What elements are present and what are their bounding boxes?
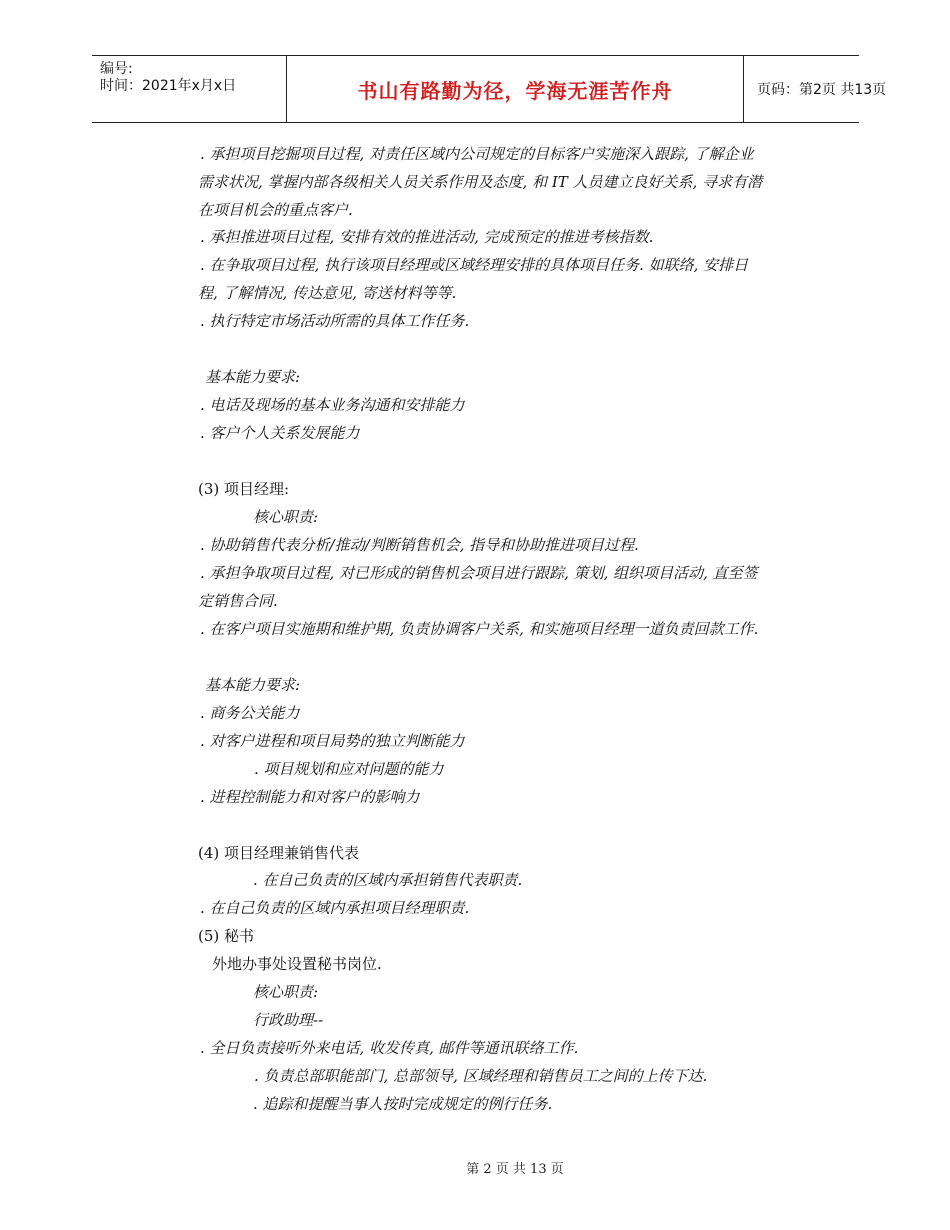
paragraph-line: . 全日负责接听外来电话, 收发传真, 邮件等通讯联络工作. bbox=[200, 1039, 579, 1057]
section-heading: 核心职责: bbox=[253, 508, 319, 526]
paragraph-line: 定销售合同. bbox=[198, 592, 278, 610]
section-title: (4) 项目经理兼销售代表 bbox=[198, 844, 360, 862]
section-title: (3) 项目经理: bbox=[198, 480, 290, 498]
paragraph-line: . 追踪和提醒当事人按时完成规定的例行任务. bbox=[253, 1095, 553, 1113]
paragraph-line: . 协助销售代表分析/推动/判断销售机会, 指导和协助推进项目过程. bbox=[200, 536, 639, 554]
paragraph-line: 外地办事处设置秘书岗位. bbox=[212, 955, 382, 973]
list-item: . 电话及现场的基本业务沟通和安排能力 bbox=[200, 396, 465, 414]
header-motto: 书山有路勤为径，学海无涯苦作舟 bbox=[357, 78, 673, 103]
paragraph-line: . 负责总部职能部门, 总部领导, 区域经理和销售员工之间的上传下达. bbox=[254, 1067, 708, 1085]
paragraph-line: . 执行特定市场活动所需的具体工作任务. bbox=[200, 312, 470, 330]
section-heading: 核心职责: bbox=[253, 983, 319, 1001]
paragraph-line: . 在客户项目实施期和维护期, 负责协调客户关系, 和实施项目经理一道负责回款工作. bbox=[200, 620, 759, 638]
section-heading: 基本能力要求: bbox=[205, 368, 301, 386]
list-item: . 项目规划和应对问题的能力 bbox=[254, 760, 444, 778]
section-heading: 基本能力要求: bbox=[205, 676, 301, 694]
paragraph-line: . 在自己负责的区域内承担销售代表职责. bbox=[253, 871, 523, 889]
paragraph-line: 需求状况, 掌握内部各级相关人员关系作用及态度, 和 IT 人员建立良好关系, 寻求有潜 bbox=[198, 173, 763, 191]
list-item: . 对客户进程和项目局势的独立判断能力 bbox=[200, 732, 465, 750]
section-title: (5) 秘书 bbox=[198, 927, 255, 945]
list-item: . 客户个人关系发展能力 bbox=[200, 424, 360, 442]
document-code-label: 编号: bbox=[100, 61, 133, 77]
section-heading: 行政助理-- bbox=[253, 1011, 324, 1029]
list-item: . 进程控制能力和对客户的影响力 bbox=[200, 788, 420, 806]
list-item: . 商务公关能力 bbox=[200, 704, 300, 722]
paragraph-line: . 承担项目挖掘项目过程, 对责任区域内公司规定的目标客户实施深入跟踪, 了解企业 bbox=[200, 145, 754, 163]
page-footer: 第 2 页 共 13 页 bbox=[466, 1162, 564, 1177]
paragraph-line: 在项目机会的重点客户. bbox=[198, 201, 353, 219]
paragraph-line: . 承担争取项目过程, 对已形成的销售机会项目进行跟踪, 策划, 组织项目活动, 直至签 bbox=[200, 564, 758, 582]
paragraph-line: . 承担推进项目过程, 安排有效的推进活动, 完成预定的推进考核指数. bbox=[200, 228, 654, 246]
paragraph-line: 程, 了解情况, 传达意见, 寄送材料等等. bbox=[198, 284, 457, 302]
paragraph-line: . 在争取项目过程, 执行该项目经理或区域经理安排的具体项目任务. 如联络, 安排日 bbox=[200, 256, 749, 274]
header-page-info: 页码：第2页 共13页 bbox=[757, 82, 887, 98]
document-time-label: 时间：2021年x月x日 bbox=[100, 78, 237, 94]
paragraph-line: . 在自己负责的区域内承担项目经理职责. bbox=[200, 899, 470, 917]
